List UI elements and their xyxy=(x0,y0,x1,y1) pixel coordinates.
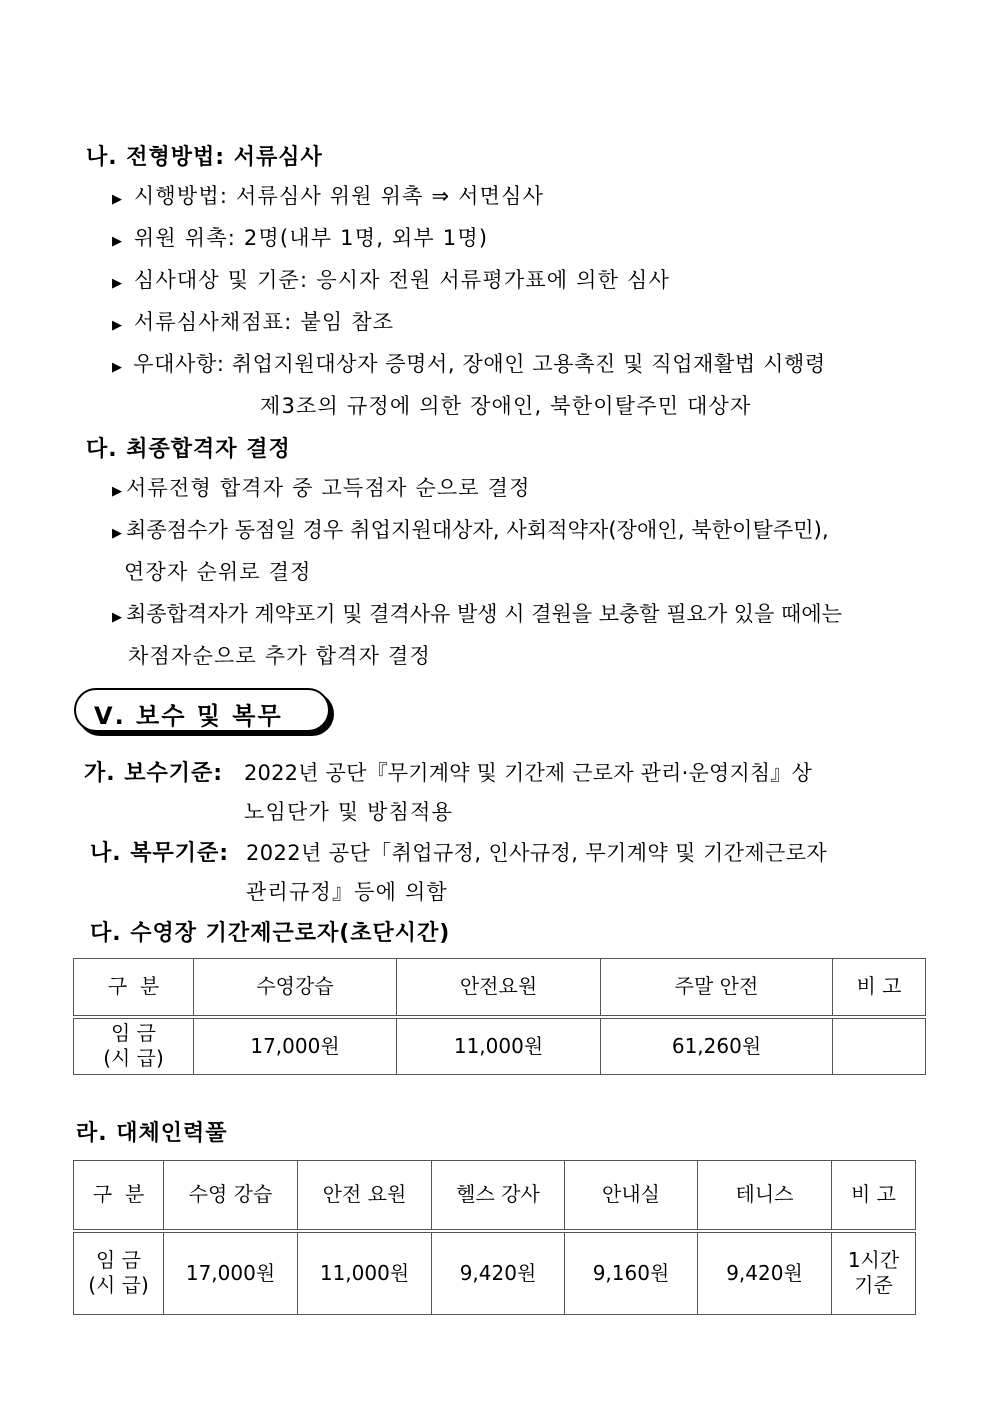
triangle-right-icon: ▶ xyxy=(112,484,124,499)
table-header-cell: 안내실 xyxy=(565,1161,698,1231)
list-item-continuation: 차점자순으로 추가 합격자 결정 xyxy=(128,644,431,668)
table-header-cell: 주말 안전 xyxy=(601,959,833,1017)
section-da-heading: 다. 최종합격자 결정 xyxy=(86,437,291,462)
list-item: ▶ 서류전형 합격자 중 고득점자 순으로 결정 xyxy=(112,476,531,500)
list-item: ▶ 최종합격자가 계약포기 및 결격사유 발생 시 결원을 보충할 필요가 있을 때에는 xyxy=(112,602,842,626)
table-header-cell: 비 고 xyxy=(832,1161,916,1231)
table-cell: 61,260원 xyxy=(601,1017,833,1075)
substitute-pool-heading: 라. 대체인력풀 xyxy=(76,1121,228,1146)
list-item: ▶ 심사대상 및 기준: 응시자 전원 서류평가표에 의한 심사 xyxy=(112,268,670,292)
table-cell: 9,420원 xyxy=(432,1231,565,1315)
table-cell xyxy=(833,1017,926,1075)
pool-wage-table xyxy=(73,958,926,1075)
table-header-cell: 구 분 xyxy=(74,959,194,1017)
list-item-continuation: 제3조의 규정에 의한 장애인, 북한이탈주민 대상자 xyxy=(260,394,752,418)
triangle-right-icon: ▶ xyxy=(112,526,123,541)
note-cell: 1시간 기준 xyxy=(832,1231,916,1315)
list-item: ▶ 시행방법: 서류심사 위원 위촉 ⇒ 서면심사 xyxy=(112,184,545,208)
triangle-right-icon: ▶ xyxy=(112,192,124,207)
service-standard-label: 나. 복무기준: xyxy=(90,841,230,866)
salary-standard-text-cont: 노임단가 및 방침적용 xyxy=(244,800,454,824)
triangle-right-icon: ▶ xyxy=(112,234,124,249)
list-item: ▶ 최종점수가 동점일 경우 취업지원대상자, 사회적약자(장애인, 북한이탈주민), xyxy=(112,518,829,542)
table-header-cell: 안전요원 xyxy=(397,959,601,1017)
triangle-right-icon: ▶ xyxy=(112,276,124,291)
section-na-heading: 나. 전형방법: 서류심사 xyxy=(86,145,323,170)
list-item: ▶ 우대사항: 취업지원대상자 증명서, 장애인 고용촉진 및 직업재활법 시행령 xyxy=(112,352,826,376)
table-header-cell: 수영강습 xyxy=(194,959,397,1017)
table-cell: 9,160원 xyxy=(565,1231,698,1315)
table-header-cell: 테니스 xyxy=(698,1161,832,1231)
table-header-cell: 안전 요원 xyxy=(298,1161,432,1231)
list-item-continuation: 연장자 순위로 결정 xyxy=(124,560,312,584)
section-v-title-box xyxy=(74,688,330,732)
substitute-wage-table xyxy=(73,1160,916,1315)
service-standard-text-cont: 관리규정』등에 의함 xyxy=(246,880,448,904)
salary-standard-label: 가. 보수기준: xyxy=(84,761,224,786)
triangle-right-icon: ▶ xyxy=(112,318,124,333)
pool-worker-heading: 다. 수영장 기간제근로자(초단시간) xyxy=(90,921,451,946)
table-cell: 9,420원 xyxy=(698,1231,832,1315)
triangle-right-icon: ▶ xyxy=(112,610,122,625)
table-cell: 17,000원 xyxy=(194,1017,397,1075)
salary-standard-text: 2022년 공단『무기계약 및 기간제 근로자 관리·운영지침』상 xyxy=(244,761,813,785)
table-header-row xyxy=(74,959,926,1017)
table-row xyxy=(74,1017,926,1075)
table-row xyxy=(74,1231,916,1315)
list-item: ▶ 위원 위촉: 2명(내부 1명, 외부 1명) xyxy=(112,226,489,250)
service-standard-text: 2022년 공단「취업규정, 인사규정, 무기계약 및 기간제근로자 xyxy=(246,841,828,865)
triangle-right-icon: ▶ xyxy=(112,360,123,375)
list-item: ▶ 서류심사채점표: 붙임 참조 xyxy=(112,310,395,334)
section-v-title: Ⅴ. 보수 및 복무 xyxy=(94,702,283,730)
table-cell: 11,000원 xyxy=(397,1017,601,1075)
table-header-cell: 비 고 xyxy=(833,959,926,1017)
table-cell: 11,000원 xyxy=(298,1231,432,1315)
table-header-cell: 수영 강습 xyxy=(164,1161,298,1231)
row-label-cell: 임 금 (시 급) xyxy=(74,1017,194,1075)
table-header-cell: 구 분 xyxy=(74,1161,164,1231)
row-label-cell: 임 금 (시 급) xyxy=(74,1231,164,1315)
table-header-row xyxy=(74,1161,916,1231)
table-header-cell: 헬스 강사 xyxy=(432,1161,565,1231)
table-cell: 17,000원 xyxy=(164,1231,298,1315)
